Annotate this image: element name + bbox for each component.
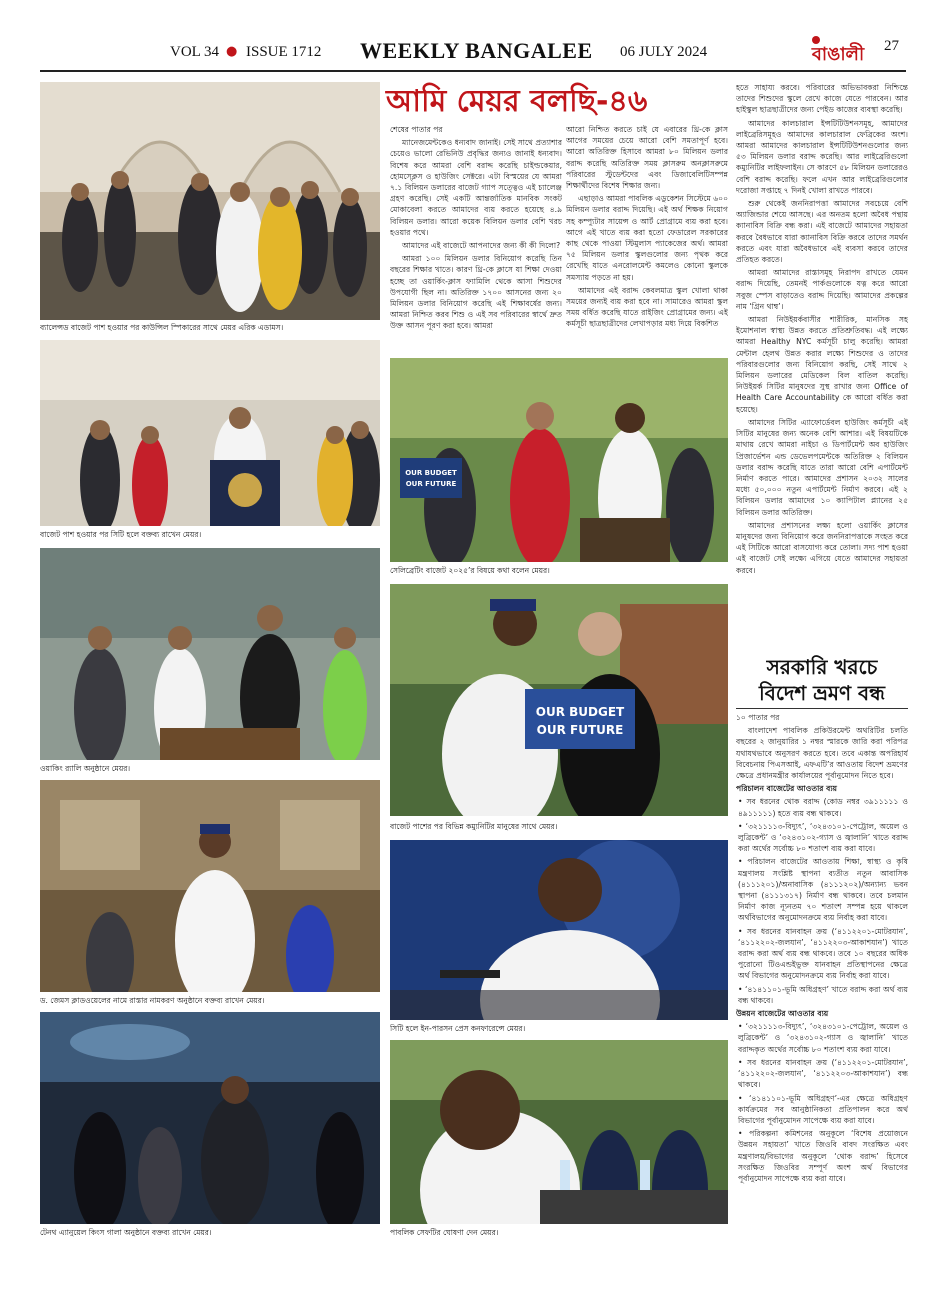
svg-text:বাঙালী: বাঙালী [811, 44, 865, 65]
article-column-3 [736, 82, 908, 640]
side-title-line-1: সরকারি খরচে [766, 655, 878, 679]
bangalee-logo [808, 34, 868, 66]
issue-date: 06 JULY 2024 [620, 44, 708, 60]
side-bullet: • ‘৪১৪১১০১-ভূমি অধিগ্রহণ’ খাতে বরাদ্দ করা অর্থ ব্যয় বন্ধ থাকবে। [738, 984, 908, 1005]
svg-text:OUR BUDGET: OUR BUDGET [535, 705, 625, 719]
newspaper-title: WEEKLY BANGALEE [360, 38, 593, 63]
article-paragraph: আমরা ১০০ মিলিয়ন ডলার বিনিয়োগ করেছি তিন বছরের শিক্ষার খাতে। কারণ থ্রি-কে ক্লাসে যা শিক্ষা দেওয়া হচ্ছে তা ওয়ার্কিং-ক্লাস ফ্যামিলি থেকে আসা শিশুদের উপযোগী ছিল না। অতিরিক্ত ১৭০০ আসনের জন্য ২০ মিলিয়ন ডলার বিনিয়োগ করেছি এই শিক্ষাবর্ষের জন্য। আমরা নিশ্চিত করব শিশু ও এই সব পরিবারের স্বার্থে দ্রুত উক্ত আসন পূরণ করা হবে। আমরা [390, 254, 562, 331]
side-subheading: উন্নয়ন বাজেটের আওতার ব্যয় [736, 1009, 829, 1019]
photo-caption: টেনথ এ্যানুয়েল কিংস গালা অনুষ্ঠানে বক্তব্য রাখেন মেয়র। [40, 1228, 212, 1237]
article-column-2 [566, 124, 728, 354]
side-bullet: • ‘৪১৪১১০১-ভূমি অধিগ্রহণ’-এর ক্ষেত্রে অধিগ্রহণ কার্যক্রমের সব আনুষ্ঠানিকতা প্রতিপালন করে অর্থ বিভাগের পূর্বানুমোদন সাপেক্ষে ব্যয় করা যাবে। [738, 1093, 908, 1125]
side-subheading: পরিচালন বাজেটের আওতার ব্যয় [736, 784, 837, 794]
separator-dot-icon: ● [226, 44, 238, 59]
article-paragraph: আমাদের সিটির এ্যাফোর্ডেবল হাউজিং কর্মসূচী এই সিটির মানুষের জন্য অনেক বেশি আশার। এই বিষয়টিকে মাথায় রেখে আমরা নাইচা ও ডিপার্টমেন্ট অব হাউজিং প্রিজার্ভেশন এন্ড ডেভেলপমেন্টকে অতিরিক্ত ২ বিলিয়ন ডলার বরাদ্দ করেছি যাতে তারা আরো বেশি এপার্টমেন্ট নির্মাণ করতে পারে। আমাদের প্রশাসন ২০৩২ সালের মধ্যে ৫০,০০০ নতুন এপার্টমেন্ট নির্মাণ করবে। এই ২ বিলিয়ন ডলার আমাদের ১০ ক্যাপিটাল প্ল্যানের ২৫ বিলিয়ন ডলার অতিরিক্ত। [736, 417, 908, 517]
budget-sign-text: OUR BUDGET [405, 469, 457, 477]
article-paragraph: শুরু থেকেই জননিরাপত্তা আমাদের সবচেয়ে বেশি অ্যাজিন্ডার শেয়ে আসছে। এর অনতম হলো অবৈধ পন্থায় ক্যানাবিস বিক্রি বন্ধ করা। এই বাজেটে আমাদের সহায়তা করবে বৈধভাবে যারা ক্যানাবিস বিক্রি করবে তাদের সমর্থন করতে এবং যারা অবৈধভাবে এই ব্যবসা করবে তাদের প্রতিহত করতে। [736, 199, 908, 265]
photo-caption: সিটি হলে ইন-পারসন প্রেস কনফারেন্সে মেয়র। [390, 1024, 526, 1033]
photo-celebrating-budget [390, 358, 728, 562]
side-title-line-2: বিদেশ ভ্রমণ বন্ধ [758, 681, 886, 705]
side-bullet: • পরিচালন বাজেটের আওতায় শিক্ষা, স্বাস্থ্য ও কৃষি মন্ত্রণালয় সংশ্লিষ্ট স্থাপনা ব্যতীত নতুন আবাসিক (৪১১১২০১)/অনাবাসিক (৪১১১২০২)/অন্যান্য ভবন স্থাপনা (৪১১১৩১৭) নির্মাণ বন্ধ থাকবে। তবে চলমান নির্মাণ কাজ ন্যূনতম ৭০ শতাংশ সম্পন্ন হয়ে থাকলে অর্থবিভাগের অনুমোদনক্রমে ব্যয় নির্বাহ করা যাবে। [738, 857, 908, 923]
side-bullet: • ‘৩২১১১১৩-বিদ্যুৎ’, ‘৩২৪৩১০১-পেট্রোল, অয়েল ও লুব্রিকেন্ট’ ও ‘৩২৪৩১০২-গ্যাস ও জ্বালানি’ খাতে বরাদ্দ করা অর্থের সর্বোচ্চ ৮০ শতাংশ ব্যয় করা যাবে। [738, 821, 908, 854]
photo-caption: পাবলিক সেফটির ঘোষণা দেন মেয়র। [390, 1228, 499, 1237]
page-header [0, 0, 945, 78]
article-paragraph: এছাড়াও আমরা পাবলিক এডুকেশন সিস্টেমে ৬০০ মিলিয়ন ডলার বরাদ্দ দিয়েছি। এই অর্থ শিক্ষক নিয়োগ সহ কম্প্যুটার সায়েন্স ও আর্ট প্রোগ্রামে ব্যয় করা হবে। আগে এই খাতে ব্যয় করা হতো ফেডারেল সরকারের কাছ থেকে পাওয়া স্টিমুলাস প্যাকেজের অর্থ। আমরা ৭৫ মিলিয়ন ডলার স্কুলগুলোর জন্য পৃথক করে রেখেছি যাতে এনরোলমেন্ট কমলেও কোনো স্কুলকে সমস্যায় পড়তে না হয়। [566, 194, 728, 282]
side-paragraph: ১০ পাতার পর [736, 713, 780, 722]
photo-street-naming [40, 780, 380, 992]
photo-caption: সেলিব্রেটিং বাজেট ২০২৫’র বিষয়ে কথা বলেন মেয়র। [390, 566, 550, 575]
continued-note: শেষের পাতার পর [390, 125, 443, 134]
header-rule [40, 70, 906, 72]
side-title-rule [736, 708, 908, 709]
photo-caption: ড. জেমস ক্লাডওয়েলের নামে রাস্তার নামকরণ অনুষ্ঠানে বক্তব্য রাখেন মেয়র। [40, 996, 265, 1005]
svg-text:OUR FUTURE: OUR FUTURE [405, 480, 457, 488]
article-paragraph: আমাদের প্রশাসনের লক্ষ্য হলো ওয়ার্কিং ক্লাসের মানুষদের জন্য বিনিয়োগ করে জননিরাপত্তাকে সংহত করে এই সিটিকে আরো বাসযোগ্য করে তোলা। সদ্য পাশ হওয়া এই বাজেট সেই লক্ষ্যে এগিয়ে যেতে আমাদের সহায়তা করবে। [736, 520, 908, 575]
article-paragraph: আমরা আমাদের রাস্তাসমূহ নিরাপদ রাখতে যেমন বরাদ্দ দিয়েছি, তেমনই পার্কগুলোকে যত্ন করে আরো সবুজ স্পেস বাড়াতেও বরাদ্দ দিয়েছি। আমাদের প্রকল্পের নাম ‘গ্রিন থাম্ব’। [736, 268, 908, 311]
article-paragraph: আমাদের কালচারাল ইন্সটিটিউশনসমূহ, আমাদের লাইব্রেরিসমূহও আমাদের কালচারাল ফেব্রিকের অংশ। আমরা আমাদের কালচারাল ইন্সটিটিউশনগুলোর জন্য ৫৩ মিলিয়ন ডলার বরাদ্দ করেছি। আর লাইব্রেরিগুলো কম্যুনিটির লাইফলাইন। সে কারণে ৫৮ মিলিয়ন ডলারেরও বেশি বরাদ্দ করেছি। ফলে এখন আর লাইব্রেরিগুলোর দরোজা সপ্তাহে ৭ দিনই খোলা রাখতে পারবে। [736, 118, 908, 195]
photo-caption: বাজেট পাশের পর বিভিন্ন কম্যুনিটির মানুষের সাথে মেয়র। [390, 822, 558, 831]
side-paragraph: বাংলাদেশ পাবলিক প্রকিউরমেন্ট অথরিটির চলতি বছরের ২ জানুয়ারির ১ নম্বর স্মারকে জারি করা পরিপত্র যথাযথভাবে অনুসরণ করতে হবে। তবে একান্ত অপরিহার্য বিবেচনায় পিএসআই, এফএটি’র আওতায় বিদেশ ভ্রমণের ক্ষেত্রে প্রধানমন্ত্রীর কার্যালয়ের পূর্বানুমোদন নিতে হবে। [736, 726, 908, 781]
side-article-body [736, 712, 908, 1242]
article-paragraph: আরো নিশ্চিত করতে চাই যে এবারের থ্রি-কে ক্লাস আগের সময়ের চেয়ে আরো বেশি সমতাপূর্ণ হবে। আরো অতিরিক্ত হিসাবে আমরা ৮০ মিলিয়ন ডলার বরাদ্দ করেছি অতিরিক্ত সময় ক্লাসরুম অনক্লাসরুমে পরিবারের স্টুডেন্টদের এবং ডিজাবেলিটিসম্পন্ন শিক্ষার্থীদের বিশেষ শিক্ষার জন্য। [566, 125, 728, 191]
photo-council-speaker [40, 82, 380, 320]
photo-press-conference [390, 840, 728, 1020]
article-paragraph: আমাদের এই বাজেটে আপনাদের জন্য কী কী দিলো? [402, 241, 561, 251]
volume-label: VOL 34 [170, 44, 220, 60]
photo-gala [40, 1012, 380, 1224]
article-paragraph: আমরা নিউইয়র্কবাসীর শারীরিক, মানসিক সহ ইমোশনাল স্বাস্থ্য উন্নত করতে প্রতিশ্রুতিবদ্ধ। এই লক্ষ্যে আমরা Healthy NYC কর্মসূচী চালু করেছি। আমরা মেন্টাল হেলথ উন্নত করার লক্ষ্যে শিশুদের ও তাদের পরিবারগুলোর জন্য বিনিয়োগ করছি, সেই সাথে ২ মিলিয়ন ডলারের মেডিকেল বিল বাতিল করেছি। নিউইয়র্ক সিটির মানুষদের সুস্থ রাখার জন্য Office of Health Care Accountability কে আরো বর্ধিত করা হয়েছে। [736, 315, 908, 414]
photo-caption: বাজেট পাশ হওয়ার পর সিটি হলে বক্তব্য রাখেন মেয়র। [40, 530, 202, 539]
article-title: আমি মেয়র বলছি-৪৬ [386, 84, 648, 119]
side-bullet: • সব ধরনের থোক বরাদ্দ (কোড নম্বর ৩৯১১১১১ ও ৪৯১১১১১) হতে ব্যয় বন্ধ থাকবে। [738, 797, 908, 818]
article-paragraph: হতে সাহায্য করবে। পরিবারের অভিভাবকরা নিশ্চিন্তে তাদের শিশুদের স্কুলে রেখে কাজে যেতে পারবেন। আর হাইস্কুল ছাত্রছাত্রীদের জন্য পেইড কাজের ব্যবস্থা করেছি। [736, 83, 908, 115]
photo-caption: ওয়াকিং র‌্যালি অনুষ্ঠানে মেয়র। [40, 764, 131, 773]
photo-podium-city-hall [40, 340, 380, 526]
photo-public-safety [390, 1040, 728, 1224]
article-paragraph: আমাদের এই বরাদ্দ কেবলমাত্র স্কুল খোলা থাকা সময়ের জন্যই ব্যয় করা হবে না। সামারেও আমরা স্কুল সময় বর্ধিত করেছি যাতে রাইজিং প্রোগ্রামের জন্য। এই কর্মসূচী ছাত্রছাত্রীদের লেখাপড়ার মধ্য দিয়ে বিকশিত [566, 285, 728, 329]
side-bullet: • পরিকল্পনা কমিশনের অনুকূলে ‘বিশেষ প্রয়োজনে উন্নয়ন সহায়তা’ খাতে জিওবি বাবদ সংরক্ষিত এবং মন্ত্রণালয়/বিভাগের অনুকূলে ‘থোক বরাদ্দ’ হিসেবে সংরক্ষিত জিওবির সম্পূর্ণ অংশ অর্থ বিভাগের পূর্বানুমোদন সাপেক্ষে ব্যয় করা যাবে। [738, 1129, 908, 1183]
photo-walking-rally [40, 548, 380, 760]
side-bullet: • সব ধরনের যানবাহন ক্রয় (‘৪১১২২০১-মোটরযান’, ‘৪১১২২০২-জলযান’, ‘৪১১২২০৩-আকাশযান’) খাতে বরাদ্দ করা অর্থ ব্যয় বন্ধ থাকবে। তবে ১০ বছরের অধিক পুরোনো টিওএন্ডইভুক্ত যানবাহন প্রতিস্থাপনের ক্ষেত্রে অর্থ বিভাগের অনুমোদনক্রমে ব্যয় নির্বাহ করা যাবে। [738, 926, 908, 981]
svg-text:OUR FUTURE: OUR FUTURE [536, 723, 624, 737]
side-article-title [736, 654, 908, 706]
page-number: 27 [884, 38, 899, 54]
photo-community [390, 584, 728, 816]
issue-label: ISSUE 1712 [246, 44, 322, 60]
article-paragraph: ম্যানেজমেন্টকেও ধন্যবাদ জানাই। সেই সাথে প্রত্যাশার চেয়েও ভালো রেভিনিউ প্রবৃদ্ধির জন্যও জানাই ধন্যবাদ। বিশেষ করে আমরা বেশি বরাদ্দ করেছি চাইল্ডকেয়ার, হোমস্ক্লেস ও হাউজিং সেক্টরে। এটা বিস্ময়ের যে আমরা ৭.১ বিলিয়ন ডলারের বাজেট গ্যাপ সত্ত্বেও এই চ্যালেঞ্জ গ্রহণ করেছি। সেই একটি আন্তর্জাতিক মানবিক সংকট মোকাবেলা করতে আমাদের ব্যয় করতে হয়েছে ৪.৯ বিলিয়ন ডলার। আরো কয়েক বিলিয়ন ডলার বেশি খরচ হওয়ার পথে। [390, 138, 562, 237]
photo-caption: ব্যালেন্সড বাজেট পাশ হওয়ার পর কাউন্সিল স্পিকারের সাথে মেয়র এরিক এডামস। [40, 323, 284, 332]
side-bullet: • ‘৩২১১১১৩-বিদ্যুৎ’, ‘৩২৪৩১০১-পেট্রোল, অয়েল ও লুব্রিকেন্ট’ ও ‘৩২৪৩১০২-গ্যাস ও জ্বালানি’ খাতে বরাদ্দকৃত অর্থের সর্বোচ্চ ৮০ শতাংশ ব্যয় করা যাবে। [738, 1022, 908, 1054]
side-bullet: • সব ধরনের যানবাহন ক্রয় (‘৪১১২২০১-মোটরযান’, ‘৪১১২২০২-জলযান’, ‘৪১১২২০৩-আকাশযান’) বন্ধ থাকবে। [738, 1057, 908, 1090]
article-column-1 [390, 124, 562, 354]
